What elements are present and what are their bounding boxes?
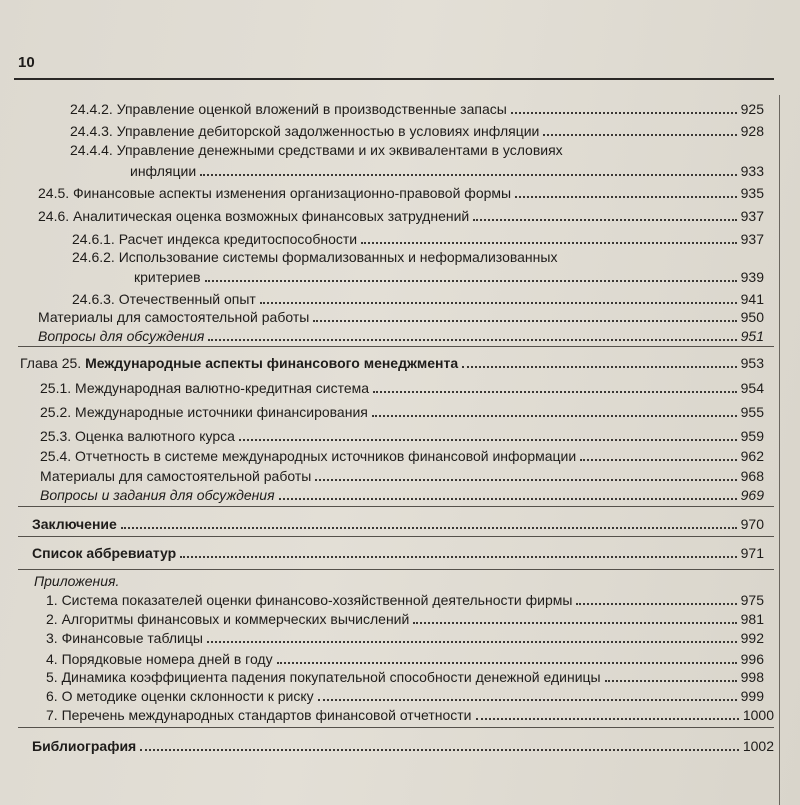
appendix-entry [46,589,764,609]
appendix-entry [46,627,764,647]
toc-entry-page: 925 [740,101,764,117]
toc-entry [40,377,764,397]
toc-entry-page: 937 [740,231,764,247]
section-divider [18,506,774,507]
leader-dots [576,603,736,605]
appendix-entry [46,685,764,705]
appendix-entry [46,608,764,628]
leader-dots [515,196,737,198]
toc-entry [70,120,764,140]
leader-dots [372,415,737,417]
toc-entry-label-line1: 24.6.2. Использование системы формализованных и неформализованных [72,249,558,265]
toc-entry-label: 24.5. Финансовые аспекты изменения организационно-правовой формы [38,185,512,201]
toc-entry [38,325,764,345]
toc-entry-page: 950 [740,309,764,325]
toc-entry-page: 959 [740,428,764,444]
toc-entry-label: 25.2. Международные источники финансирования [40,404,368,420]
chapter-entry [20,352,764,372]
toc-entry [130,160,764,180]
conclusion-entry [32,513,764,533]
leader-dots [208,339,736,341]
page-number: 10 [18,54,35,71]
appendix-label: 2. Алгоритмы финансовых и коммерческих вычислений [46,611,410,627]
leader-dots [205,280,737,282]
toc-entry-page: 939 [740,269,764,285]
toc-entry-label: Вопросы и задания для обсуждения [40,487,275,503]
leader-dots [543,134,736,136]
chapter-prefix: Глава 25. [20,355,86,371]
leader-dots [373,391,737,393]
abbreviations-label: Список аббревиатур [32,545,177,561]
toc-entry-label: критериев [134,269,201,285]
toc-entry-label-line1: 24.4.4. Управление денежными средствами и их эквивалентами в условиях [70,142,563,158]
toc-entry-label: инфляции [130,163,197,179]
appendix-page: 992 [740,630,764,646]
leader-dots [511,112,737,114]
toc-entry-page: 928 [740,123,764,139]
toc-entry-label: 24.4.2. Управление оценкой вложений в производственные запасы [70,101,507,117]
leader-dots [277,662,737,664]
toc-entry-label: Материалы для самостоятельной работы [38,309,310,325]
appendix-label: 7. Перечень международных стандартов финансовой отчетности [46,707,472,723]
conclusion-label: Заключение [32,516,117,532]
appendix-label: 1. Система показателей оценки финансово-хозяйственной деятельности фирмы [46,592,573,608]
appendices-heading: Приложения. [34,573,120,589]
leader-dots [476,718,739,720]
leader-dots [318,699,737,701]
toc-entry [40,445,764,465]
bibliography-entry [32,735,774,755]
appendix-label: 6. О методике оценки склонности к риску [46,688,314,704]
toc-entry-label: 24.6.3. Отечественный опыт [72,291,256,307]
leader-dots [121,527,737,529]
toc-entry [134,266,764,286]
toc-entry-label: 24.4.3. Управление дебиторской задолженностью в условиях инфляции [70,123,540,139]
appendix-entry [46,666,764,686]
abbreviations-entry [32,542,764,562]
bibliography-page: 1002 [742,738,774,754]
appendix-label: 4. Порядковые номера дней в году [46,651,273,667]
toc-entry [72,288,764,308]
toc-entry-page: 954 [740,380,764,396]
toc-entry [72,228,764,248]
appendix-label: 3. Финансовые таблицы [46,630,203,646]
appendix-page: 996 [740,651,764,667]
appendix-page: 999 [740,688,764,704]
toc-entry-page: 969 [740,487,764,503]
leader-dots [140,749,739,751]
leader-dots [313,320,736,322]
leader-dots [361,242,737,244]
leader-dots [462,366,736,368]
toc-entry-label: 25.4. Отчетность в системе международных источников финансовой информации [40,448,577,464]
chapter-label [20,354,458,372]
appendix-page: 975 [740,592,764,608]
appendix-entry [46,648,764,668]
section-divider [18,727,774,728]
leader-dots [315,479,736,481]
toc-entry [40,465,764,485]
toc-entry [38,306,764,326]
appendix-page: 1000 [742,707,774,723]
appendix-entry [46,704,774,724]
leader-dots [239,439,737,441]
toc-entry [70,98,764,118]
toc-entry [38,205,764,225]
leader-dots [473,219,736,221]
leader-dots [605,680,737,682]
section-divider [18,536,774,537]
toc-entry-label: Материалы для самостоятельной работы [40,468,312,484]
toc-entry [38,182,764,202]
toc-entry-label: 25.1. Международная валютно-кредитная система [40,380,370,396]
leader-dots [413,622,736,624]
section-divider [18,569,774,570]
toc-entry-label: Вопросы для обсуждения [38,328,205,344]
leader-dots [200,174,736,176]
section-divider [18,346,774,347]
toc-entry-page: 968 [740,468,764,484]
toc-entry [40,484,764,504]
appendix-page: 981 [740,611,764,627]
abbreviations-page: 971 [740,545,764,561]
chapter-page: 953 [740,355,764,371]
toc-entry-page: 935 [740,185,764,201]
leader-dots [260,302,737,304]
conclusion-page: 970 [740,516,764,532]
toc-entry-label: 25.3. Оценка валютного курса [40,428,235,444]
toc-entry [40,401,764,421]
toc-entry-page: 941 [740,291,764,307]
leader-dots [180,556,736,558]
toc-entry-page: 937 [740,208,764,224]
leader-dots [279,498,737,500]
toc-entry-label: 24.6. Аналитическая оценка возможных финансовых затруднений [38,208,470,224]
appendix-label: 5. Динамика коэффициента падения покупательной способности денежной единицы [46,669,601,685]
appendix-page: 998 [740,669,764,685]
toc-entry [40,425,764,445]
toc-entry-page: 933 [740,163,764,179]
toc-entry-page: 962 [740,448,764,464]
chapter-title: Международные аспекты финансового менеджмента [85,355,459,371]
toc-entry-page: 951 [740,328,764,344]
toc-entry-page: 955 [740,404,764,420]
bibliography-label: Библиография [32,738,137,754]
toc-entry-label: 24.6.1. Расчет индекса кредитоспособности [72,231,358,247]
leader-dots [580,459,736,461]
leader-dots [207,641,737,643]
